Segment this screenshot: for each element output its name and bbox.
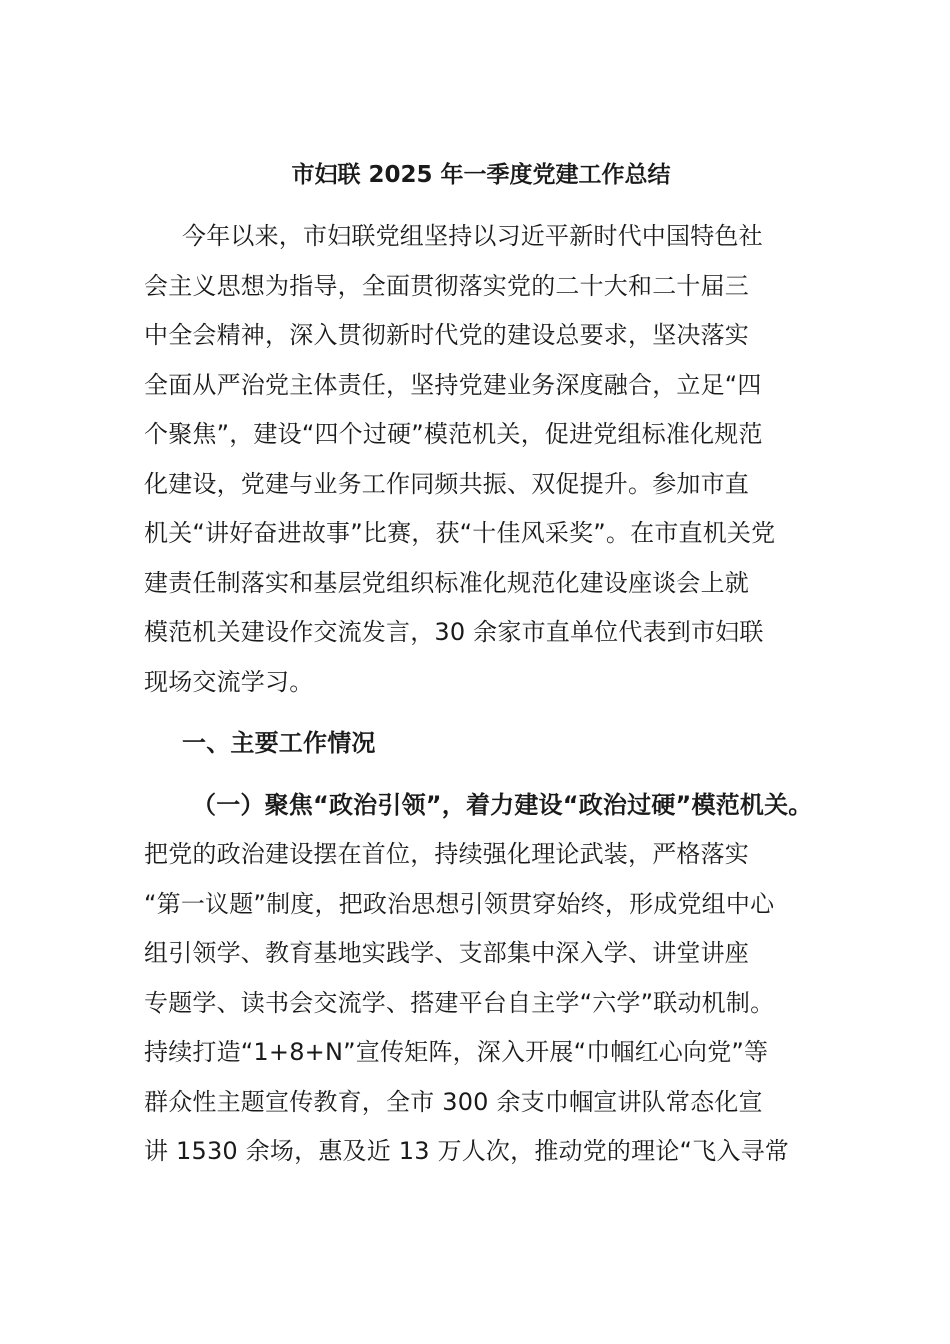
document-title: 市妇联 2025 年一季度党建工作总结 (291, 162, 671, 188)
document-page (144, 150, 813, 1177)
body-line: 把党的政治建设摆在首位，持续强化理论武装，严格落实 (144, 840, 749, 868)
subsection-heading: （一）聚焦“政治引领”，着力建设“政治过硬”模范机关。 (192, 790, 813, 819)
intro-line: 中全会精神，深入贯彻新时代党的建设总要求，坚决落实 (144, 321, 749, 349)
intro-line: 会主义思想为指导，全面贯彻落实党的二十大和二十届三 (144, 271, 749, 300)
intro-line: 化建设，党建与业务工作同频共振、双促提升。参加市直 (144, 469, 749, 498)
body-line: 讲 1530 余场，惠及近 13 万人次，推动党的理论“飞入寻常 (144, 1137, 789, 1165)
intro-paragraph (144, 212, 806, 707)
subsection-paragraph (144, 781, 813, 1177)
intro-line: 模范机关建设作交流发言，30 余家市直单位代表到市妇联 (144, 618, 764, 646)
intro-line: 全面从严治党主体责任，坚持党建业务深度融合，立足“四 (144, 370, 762, 399)
body-line: “第一议题”制度，把政治思想引领贯穿始终，形成党组中心 (144, 889, 775, 918)
intro-line: 机关“讲好奋进故事”比赛，获“十佳风采奖”。在市直机关党 (144, 519, 776, 547)
body-line: 组引领学、教育基地实践学、支部集中深入学、讲堂讲座 (144, 939, 749, 967)
body-line: 群众性主题宣传教育，全市 300 余支巾帼宣讲队常态化宣 (144, 1087, 763, 1116)
body-line: 专题学、读书会交流学、搭建平台自主学“六学”联动机制。 (144, 988, 775, 1017)
body-line: 持续打造“1+8+N”宣传矩阵，深入开展“巾帼红心向党”等 (144, 1038, 769, 1066)
intro-line: 建责任制落实和基层党组织标准化规范化建设座谈会上就 (144, 568, 749, 597)
section-heading: 一、主要工作情况 (182, 729, 376, 757)
intro-line: 今年以来，市妇联党组坚持以习近平新时代中国特色社 (182, 222, 763, 250)
intro-line: 现场交流学习。 (144, 667, 314, 696)
intro-line: 个聚焦”，建设“四个过硬”模范机关，促进党组标准化规范 (144, 420, 763, 448)
